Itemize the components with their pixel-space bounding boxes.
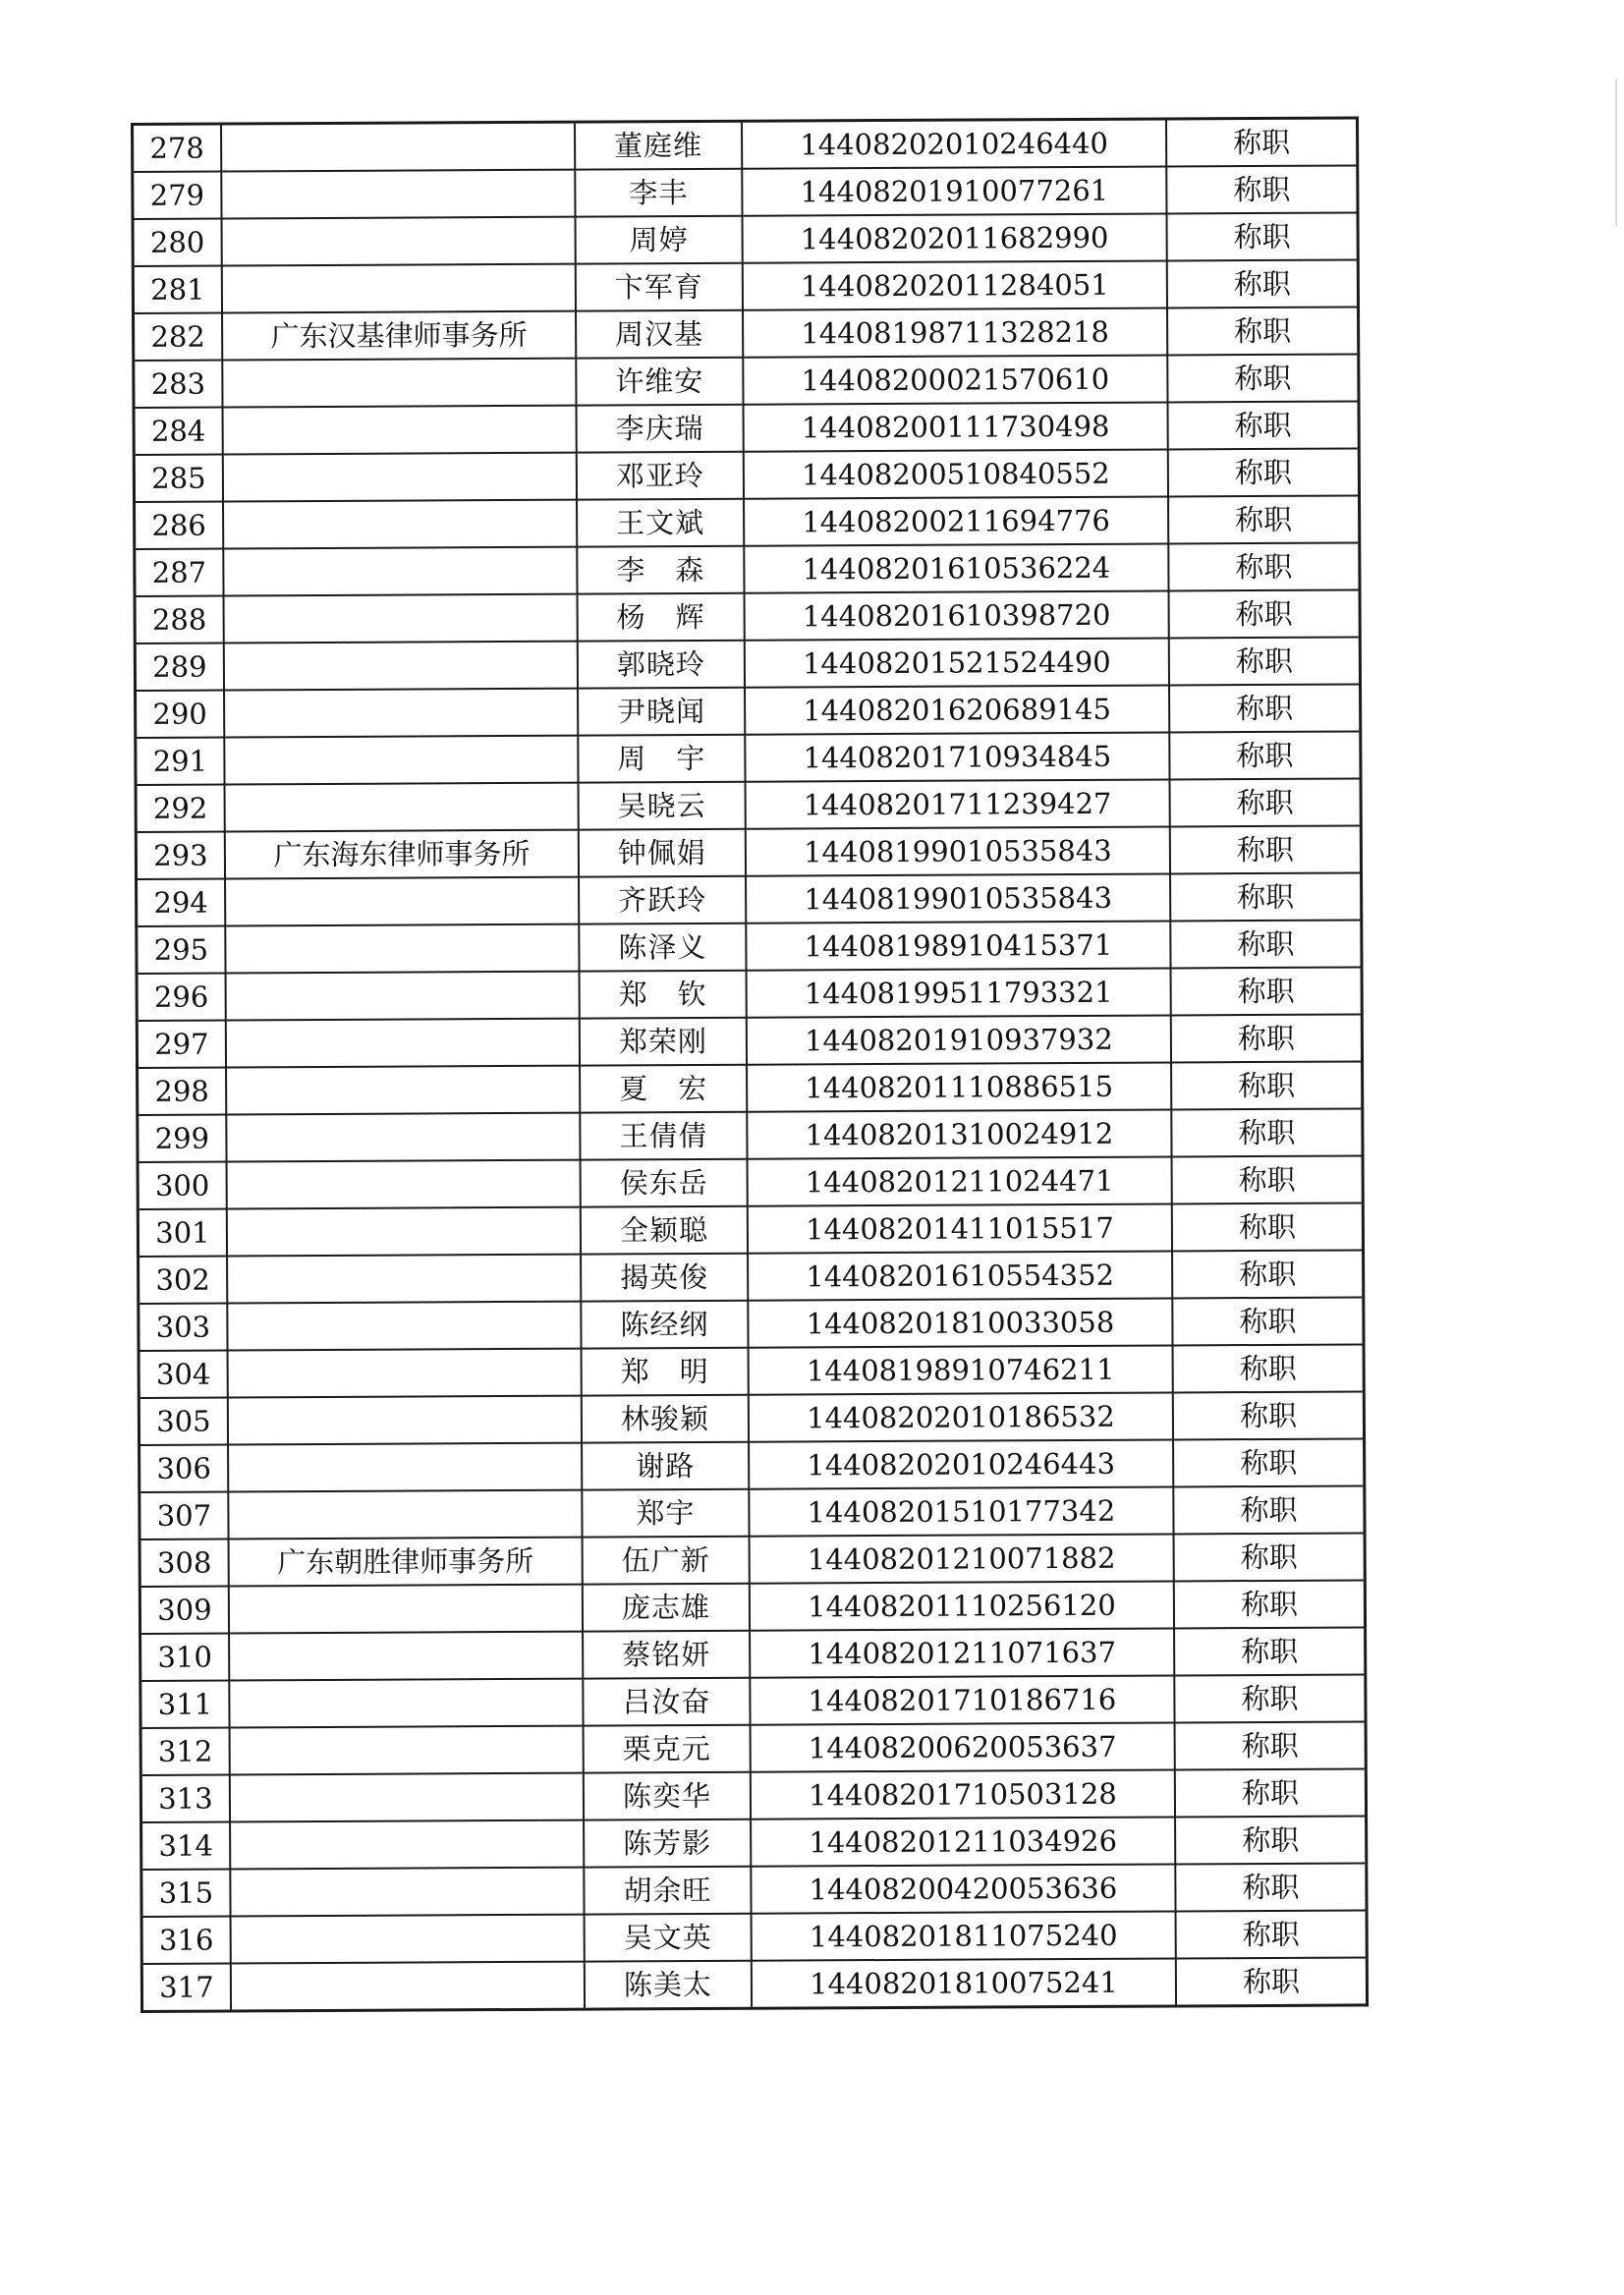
assessment-result-cell: 称职 (1174, 1674, 1366, 1722)
table-row (138, 1203, 1363, 1257)
row-number-cell: 286 (135, 502, 224, 549)
lawyer-name-cell: 吕汝奋 (583, 1678, 750, 1726)
license-number-cell: 14408201510177342 (749, 1486, 1173, 1536)
law-firm-cell (227, 1255, 581, 1304)
row-number-cell: 292 (136, 785, 225, 832)
lawyer-name-cell: 揭英俊 (581, 1254, 748, 1302)
law-firm-cell (230, 1868, 584, 1917)
lawyer-name-cell: 栗克元 (584, 1725, 751, 1773)
row-number-cell: 278 (133, 124, 222, 172)
lawyer-name-cell: 尹晓闻 (578, 688, 745, 736)
row-number-cell: 295 (137, 926, 226, 974)
law-firm-cell (227, 1207, 581, 1257)
table-row (134, 401, 1359, 455)
assessment-result-cell: 称职 (1173, 1344, 1365, 1392)
lawyer-name-cell: 王文斌 (577, 499, 744, 547)
law-firm-cell (226, 1113, 580, 1162)
assessment-result-cell: 称职 (1166, 165, 1358, 213)
table-row (135, 589, 1360, 644)
table-row (137, 967, 1362, 1021)
law-firm-cell (229, 1585, 583, 1634)
law-firm-cell (229, 1632, 583, 1681)
law-firm-cell (224, 689, 578, 738)
law-firm-cell (223, 500, 577, 549)
table-row (141, 1910, 1367, 1964)
table-row (138, 1061, 1363, 1115)
table-row (137, 920, 1362, 974)
assessment-result-cell: 称职 (1171, 1108, 1363, 1156)
table-row (135, 495, 1360, 549)
assessment-result-cell: 称职 (1175, 1721, 1367, 1769)
row-number-cell: 317 (141, 1963, 231, 2011)
row-number-cell: 288 (135, 596, 224, 644)
table-row (134, 307, 1359, 361)
table-row (133, 212, 1358, 266)
row-number-cell: 310 (140, 1633, 230, 1680)
table-row (139, 1297, 1364, 1351)
law-firm-cell (223, 453, 577, 502)
assessment-result-cell: 称职 (1176, 1910, 1368, 1958)
law-firm-cell (221, 122, 575, 171)
assessment-result-cell: 称职 (1170, 872, 1362, 921)
law-firm-cell (231, 1915, 585, 1964)
lawyer-name-cell: 王倩倩 (580, 1112, 747, 1160)
row-number-cell: 298 (138, 1068, 227, 1115)
row-number-cell: 303 (139, 1304, 228, 1351)
law-firm-cell (225, 877, 579, 926)
law-firm-cell (224, 642, 578, 691)
lawyer-name-cell: 庞志雄 (583, 1584, 750, 1632)
license-number-cell: 14408201310024912 (747, 1109, 1171, 1158)
license-number-cell: 14408201211034926 (751, 1817, 1175, 1866)
table-row (136, 825, 1361, 879)
lawyer-name-cell: 吴文英 (585, 1914, 752, 1962)
table-row (140, 1768, 1366, 1822)
license-number-cell: 14408200111730498 (744, 402, 1168, 451)
lawyer-name-cell: 郑宇 (582, 1489, 749, 1538)
lawyer-name-cell: 陈芳影 (584, 1819, 751, 1868)
lawyer-name-cell: 许维安 (576, 358, 743, 406)
assessment-result-cell: 称职 (1175, 1768, 1367, 1817)
row-number-cell: 299 (138, 1115, 227, 1162)
row-number-cell: 294 (137, 879, 226, 926)
row-number-cell: 304 (139, 1351, 228, 1398)
law-firm-cell (223, 406, 577, 455)
license-number-cell: 14408201210071882 (750, 1534, 1174, 1583)
license-number-cell: 14408201211024471 (748, 1156, 1172, 1205)
law-firm-cell (226, 972, 580, 1021)
license-number-cell: 14408201521524490 (745, 638, 1169, 687)
row-number-cell: 279 (133, 172, 222, 219)
lawyer-name-cell: 陈经纲 (581, 1301, 748, 1349)
assessment-result-cell: 称职 (1172, 1203, 1364, 1251)
lawyer-name-cell: 周婷 (576, 216, 743, 264)
lawyer-name-cell: 齐跃玲 (579, 876, 746, 924)
law-firm-cell: 广东汉基律师事务所 (222, 311, 576, 361)
lawyer-name-cell: 郑 明 (582, 1348, 749, 1396)
assessment-result-cell: 称职 (1170, 825, 1362, 873)
lawyer-name-cell: 卞军育 (576, 263, 743, 311)
row-number-cell: 315 (141, 1869, 231, 1916)
lawyer-name-cell: 董庭维 (575, 121, 742, 169)
row-number-cell: 302 (139, 1257, 228, 1304)
lawyer-name-cell: 郭晓玲 (578, 641, 745, 689)
license-number-cell: 14408199010535843 (746, 826, 1170, 875)
license-number-cell: 14408201610398720 (745, 590, 1169, 640)
law-firm-cell (228, 1396, 582, 1445)
license-number-cell: 14408201110886515 (747, 1062, 1171, 1111)
license-number-cell: 14408200211694776 (744, 496, 1168, 545)
assessment-result-cell: 称职 (1173, 1485, 1365, 1534)
table-row (140, 1627, 1366, 1681)
table-row (139, 1344, 1364, 1398)
lawyer-name-cell: 李 森 (577, 546, 744, 594)
license-number-cell: 14408201211071637 (750, 1628, 1174, 1677)
license-number-cell: 14408201710503128 (751, 1769, 1175, 1819)
assessment-result-cell: 称职 (1170, 778, 1362, 826)
lawyer-name-cell: 全颖聪 (581, 1206, 748, 1255)
assessment-result-cell: 称职 (1169, 731, 1361, 779)
license-number-cell: 14408201810033058 (748, 1298, 1172, 1347)
law-firm-cell (231, 1962, 585, 2011)
row-number-cell: 306 (140, 1444, 229, 1491)
assessment-result-cell: 称职 (1167, 307, 1359, 355)
assessment-result-cell: 称职 (1172, 1155, 1364, 1203)
lawyer-name-cell: 李丰 (575, 169, 742, 217)
table-row (133, 259, 1358, 313)
lawyer-name-cell: 陈美太 (585, 1961, 752, 2009)
table-row (136, 731, 1361, 785)
scan-edge-mark (1615, 79, 1617, 226)
row-number-cell: 308 (140, 1539, 229, 1586)
row-number-cell: 301 (138, 1209, 227, 1257)
table-row (140, 1485, 1365, 1539)
law-firm-cell (226, 1019, 580, 1068)
table-row (133, 118, 1358, 172)
row-number-cell: 284 (134, 408, 223, 455)
row-number-cell: 316 (141, 1916, 231, 1963)
table-row (133, 165, 1358, 219)
row-number-cell: 281 (133, 266, 222, 313)
row-number-cell: 282 (134, 313, 223, 361)
assessment-result-cell: 称职 (1172, 1250, 1364, 1298)
law-firm-cell (224, 736, 578, 785)
license-number-cell: 14408201110256120 (750, 1581, 1174, 1630)
license-number-cell: 14408201620689145 (745, 685, 1169, 734)
law-firm-cell (230, 1820, 584, 1870)
table-row (140, 1580, 1365, 1634)
assessment-result-cell: 称职 (1166, 212, 1358, 260)
row-number-cell: 280 (133, 219, 222, 266)
table-row (135, 637, 1360, 691)
row-number-cell: 296 (137, 974, 226, 1021)
table-row (134, 354, 1359, 408)
law-firm-cell (222, 264, 576, 313)
lawyer-name-cell: 郑荣刚 (580, 1018, 747, 1066)
assessment-result-cell: 称职 (1169, 684, 1361, 732)
lawyer-name-cell: 夏 宏 (580, 1065, 747, 1113)
row-number-cell: 285 (134, 455, 223, 502)
assessment-result-cell: 称职 (1173, 1438, 1365, 1486)
row-number-cell: 312 (140, 1727, 230, 1774)
table-row (136, 684, 1361, 738)
license-number-cell: 14408200420053636 (751, 1864, 1175, 1913)
table-row (141, 1863, 1367, 1917)
assessment-result-cell: 称职 (1171, 1061, 1363, 1109)
law-firm-cell (230, 1726, 584, 1775)
assessment-result-cell: 称职 (1175, 1816, 1367, 1864)
table-body (133, 118, 1368, 2012)
law-firm-cell (223, 547, 577, 596)
table-row (139, 1391, 1364, 1445)
law-firm-cell (227, 1160, 581, 1209)
lawyer-name-cell: 吴晓云 (579, 782, 746, 830)
law-firm-cell (222, 359, 576, 408)
license-number-cell: 14408200510840552 (744, 449, 1168, 498)
assessment-result-cell: 称职 (1174, 1627, 1366, 1675)
lawyer-name-cell: 谢路 (582, 1442, 749, 1490)
license-number-cell: 14408202010246440 (742, 119, 1166, 169)
license-number-cell: 14408199010535843 (746, 873, 1170, 923)
license-number-cell: 14408202011284051 (743, 260, 1167, 309)
row-number-cell: 287 (135, 549, 224, 596)
lawyer-assessment-table (131, 116, 1369, 2013)
row-number-cell: 311 (140, 1680, 230, 1727)
assessment-result-cell: 称职 (1169, 637, 1361, 685)
law-firm-cell (229, 1679, 583, 1728)
table-row (140, 1438, 1365, 1492)
license-number-cell: 14408201610554352 (748, 1251, 1172, 1300)
table-row (137, 872, 1362, 926)
table-row (138, 1155, 1363, 1209)
row-number-cell: 313 (140, 1774, 230, 1821)
row-number-cell: 297 (137, 1021, 226, 1068)
assessment-result-cell: 称职 (1166, 118, 1358, 167)
assessment-result-cell: 称职 (1168, 448, 1360, 496)
row-number-cell: 309 (140, 1586, 229, 1633)
license-number-cell: 14408202010246443 (749, 1439, 1173, 1488)
law-firm-cell (224, 594, 578, 644)
row-number-cell: 305 (139, 1398, 228, 1445)
lawyer-name-cell: 陈泽义 (579, 924, 746, 972)
table-row (137, 1014, 1362, 1068)
assessment-result-cell: 称职 (1169, 589, 1361, 638)
table-row (140, 1721, 1366, 1775)
license-number-cell: 14408201411015517 (748, 1203, 1172, 1253)
row-number-cell: 283 (134, 361, 223, 408)
license-number-cell: 14408202010186532 (749, 1392, 1173, 1441)
row-number-cell: 290 (136, 691, 225, 738)
row-number-cell: 307 (140, 1491, 229, 1539)
lawyer-name-cell: 周 宇 (578, 735, 745, 783)
law-firm-cell: 广东海东律师事务所 (225, 830, 579, 879)
lawyer-name-cell: 钟佩娟 (579, 829, 746, 877)
table-row (135, 542, 1360, 596)
table-row (136, 778, 1361, 832)
law-firm-cell (228, 1490, 582, 1539)
law-firm-cell: 广东朝胜律师事务所 (229, 1538, 583, 1587)
license-number-cell: 14408202011682990 (743, 213, 1167, 262)
license-number-cell: 14408201711239427 (746, 779, 1170, 828)
table-row (141, 1816, 1367, 1870)
license-number-cell: 14408198711328218 (743, 308, 1167, 357)
law-firm-cell (228, 1443, 582, 1492)
license-number-cell: 14408199511793321 (747, 968, 1171, 1017)
lawyer-name-cell: 林骏颖 (582, 1395, 749, 1443)
lawyer-name-cell: 李庆瑞 (577, 405, 744, 453)
assessment-result-cell: 称职 (1168, 401, 1360, 449)
table-row (140, 1674, 1366, 1728)
assessment-result-cell: 称职 (1172, 1297, 1364, 1345)
law-firm-cell (230, 1773, 584, 1822)
lawyer-name-cell: 蔡铭妍 (583, 1631, 750, 1679)
license-number-cell: 14408201710934845 (745, 732, 1169, 781)
license-number-cell: 14408201710186716 (750, 1675, 1174, 1724)
license-number-cell: 14408200620053637 (751, 1722, 1175, 1771)
law-firm-cell (225, 783, 579, 832)
assessment-result-cell: 称职 (1176, 1957, 1368, 2006)
assessment-result-cell: 称职 (1174, 1533, 1366, 1581)
assessment-result-cell: 称职 (1171, 1014, 1363, 1062)
row-number-cell: 293 (136, 832, 225, 879)
law-firm-cell (221, 170, 575, 219)
assessment-result-cell: 称职 (1168, 542, 1360, 590)
law-firm-cell (227, 1302, 581, 1351)
license-number-cell: 14408198910415371 (746, 921, 1170, 970)
license-number-cell: 14408201610536224 (744, 543, 1168, 592)
assessment-result-cell: 称职 (1167, 259, 1359, 308)
table-row (141, 1957, 1367, 2011)
license-number-cell: 14408201810075241 (752, 1958, 1176, 2008)
law-firm-cell (225, 924, 579, 974)
assessment-result-cell: 称职 (1170, 920, 1362, 968)
row-number-cell: 291 (136, 738, 225, 785)
license-number-cell: 14408200021570610 (743, 355, 1167, 404)
assessment-result-cell: 称职 (1174, 1580, 1366, 1628)
lawyer-name-cell: 邓亚玲 (577, 452, 744, 500)
table-row (138, 1108, 1363, 1162)
license-number-cell: 14408201811075240 (752, 1911, 1176, 1960)
assessment-result-cell: 称职 (1168, 495, 1360, 543)
assessment-result-cell: 称职 (1171, 967, 1363, 1015)
law-firm-cell (222, 217, 576, 266)
row-number-cell: 289 (135, 644, 224, 691)
license-number-cell: 14408198910746211 (749, 1345, 1173, 1394)
lawyer-name-cell: 胡余旺 (584, 1867, 751, 1915)
row-number-cell: 314 (141, 1821, 231, 1869)
law-firm-cell (226, 1066, 580, 1115)
lawyer-name-cell: 侯东岳 (581, 1159, 748, 1207)
assessment-result-cell: 称职 (1175, 1863, 1367, 1911)
row-number-cell: 300 (138, 1162, 227, 1209)
assessment-result-cell: 称职 (1173, 1391, 1365, 1439)
table-row (134, 448, 1359, 502)
lawyer-name-cell: 陈奕华 (584, 1772, 751, 1820)
lawyer-name-cell: 郑 钦 (580, 971, 747, 1019)
lawyer-name-cell: 周汉基 (576, 310, 743, 359)
lawyer-name-cell: 杨 辉 (578, 593, 745, 642)
assessment-result-cell: 称职 (1167, 354, 1359, 402)
lawyer-name-cell: 伍广新 (583, 1537, 750, 1585)
law-firm-cell (228, 1349, 582, 1398)
table-row (140, 1533, 1365, 1587)
license-number-cell: 14408201910937932 (747, 1015, 1171, 1064)
table-row (139, 1250, 1364, 1304)
license-number-cell: 14408201910077261 (742, 166, 1166, 215)
